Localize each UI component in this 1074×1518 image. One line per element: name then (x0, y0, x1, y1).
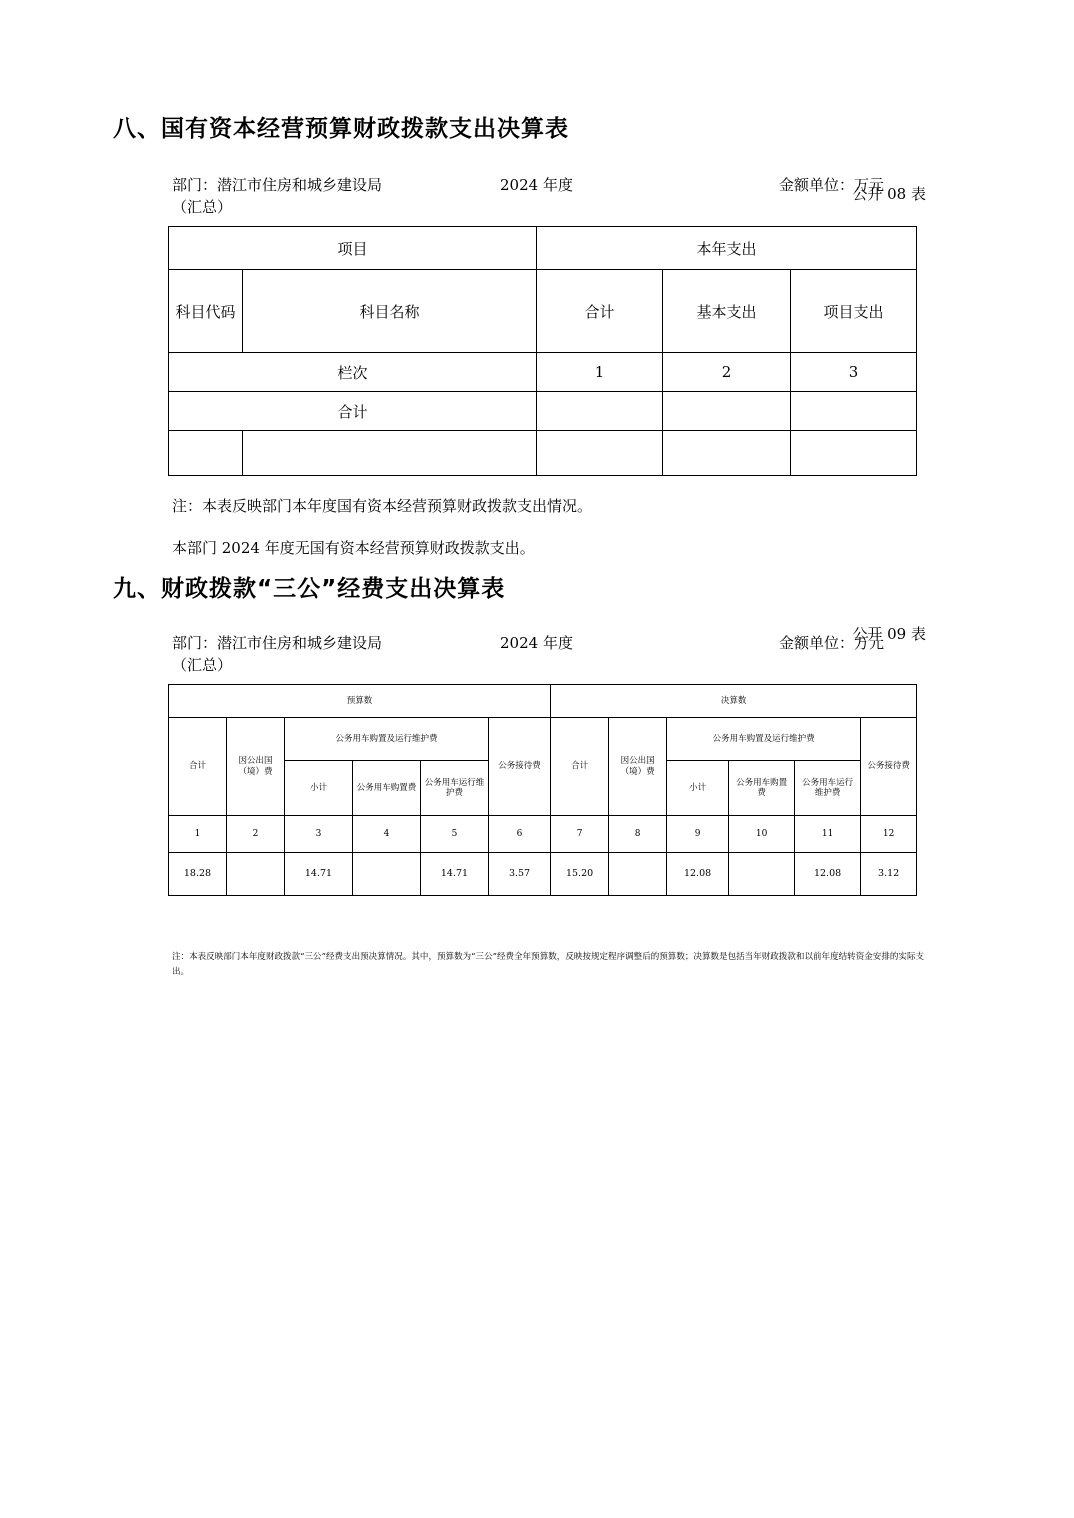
section-8-note-1: 注：本表反映部门本年度国有资本经营预算财政拨款支出情况。 (172, 497, 593, 516)
column-number: 7 (551, 816, 609, 853)
column-number: 2 (227, 816, 285, 853)
column-number: 5 (421, 816, 489, 853)
cell-value: 3.12 (861, 853, 917, 896)
column-number: 4 (353, 816, 421, 853)
cell-total-1 (537, 392, 663, 431)
cell-value (729, 853, 795, 896)
section-9 (0, 570, 1074, 979)
section-9-department: 部门：潜江市住房和城乡建设局 (172, 634, 383, 652)
table-row (169, 816, 917, 853)
column-number-1: 1 (537, 353, 663, 392)
column-number-3: 3 (791, 353, 917, 392)
header-final-vehicle-operation: 公务用车运行维护费 (795, 761, 861, 816)
section-9-year: 2024 年度 (500, 634, 573, 652)
table-row (169, 227, 917, 270)
section-8-form-number: 公开 08 表 (852, 185, 926, 203)
cell-value (609, 853, 667, 896)
cell-empty-code (169, 431, 243, 476)
header-final-vehicle-subtotal: 小计 (667, 761, 729, 816)
row-label-columns: 栏次 (169, 353, 537, 392)
header-budget-vehicle-subtotal: 小计 (285, 761, 353, 816)
cell-value: 14.71 (421, 853, 489, 896)
cell-empty-1 (537, 431, 663, 476)
header-subject-code: 科目代码 (169, 270, 243, 353)
cell-value: 18.28 (169, 853, 227, 896)
table-row (169, 718, 917, 761)
section-9-note: 注：本表反映部门本年度财政拨款“三公”经费支出预决算情况。其中，预算数为“三公”经费全年预算数，反映按规定程序调整后的预算数；决算数是包括当年财政拨款和以前年度结转资金安排的实际支出。 (172, 952, 924, 977)
section-9-unit: 金额单位：万元 (779, 634, 885, 652)
three-public-expenses-table (168, 684, 917, 896)
cell-value: 12.08 (667, 853, 729, 896)
header-final-abroad: 因公出国（境）费 (609, 718, 667, 816)
table-row (169, 853, 917, 896)
header-budget-hospitality: 公务接待费 (489, 718, 551, 816)
table-row (169, 685, 917, 718)
section-8-meta (0, 174, 1074, 197)
header-final-total: 合计 (551, 718, 609, 816)
header-final-vehicle-purchase: 公务用车购置费 (729, 761, 795, 816)
table-row (169, 353, 917, 392)
section-8-department: 部门：潜江市住房和城乡建设局 (172, 176, 383, 194)
section-8-year: 2024 年度 (500, 176, 573, 194)
section-9-form-number: 公开 09 表 (852, 625, 926, 643)
header-year-expense: 本年支出 (537, 227, 917, 270)
cell-value (353, 853, 421, 896)
section-8-heading: 八、国有资本经营预算财政拨款支出决算表 (113, 116, 569, 142)
header-final-vehicle: 公务用车购置及运行维护费 (667, 718, 861, 761)
section-9-heading: 九、财政拨款“三公”经费支出决算表 (113, 576, 506, 602)
column-number: 10 (729, 816, 795, 853)
header-total: 合计 (537, 270, 663, 353)
section-8 (0, 110, 1074, 560)
section-9-subtitle: （汇总） (172, 656, 233, 675)
column-number-2: 2 (663, 353, 791, 392)
cell-value: 15.20 (551, 853, 609, 896)
cell-total-3 (791, 392, 917, 431)
column-number: 11 (795, 816, 861, 853)
table-row (169, 431, 917, 476)
table-row (169, 270, 917, 353)
cell-empty-3 (791, 431, 917, 476)
cell-empty-2 (663, 431, 791, 476)
cell-empty-name (243, 431, 537, 476)
cell-value: 14.71 (285, 853, 353, 896)
header-budget-vehicle: 公务用车购置及运行维护费 (285, 718, 489, 761)
header-project-expense: 项目支出 (791, 270, 917, 353)
row-label-total: 合计 (169, 392, 537, 431)
header-final-hospitality: 公务接待费 (861, 718, 917, 816)
header-item: 项目 (169, 227, 537, 270)
header-subject-name: 科目名称 (243, 270, 537, 353)
column-number: 9 (667, 816, 729, 853)
section-8-unit: 金额单位：万元 (779, 176, 885, 194)
header-budget-total: 合计 (169, 718, 227, 816)
section-9-meta (0, 632, 1074, 655)
cell-value: 3.57 (489, 853, 551, 896)
header-budget-vehicle-operation: 公务用车运行维护费 (421, 761, 489, 816)
cell-value (227, 853, 285, 896)
cell-value: 12.08 (795, 853, 861, 896)
state-capital-expenditure-table (168, 226, 917, 476)
column-number: 6 (489, 816, 551, 853)
cell-total-2 (663, 392, 791, 431)
column-number: 1 (169, 816, 227, 853)
column-number: 12 (861, 816, 917, 853)
section-8-subtitle: （汇总） (172, 198, 233, 217)
header-final-group: 决算数 (551, 685, 917, 718)
header-basic-expense: 基本支出 (663, 270, 791, 353)
column-number: 3 (285, 816, 353, 853)
section-8-note-2: 本部门 2024 年度无国有资本经营预算财政拨款支出。 (172, 539, 535, 558)
table-row (169, 392, 917, 431)
column-number: 8 (609, 816, 667, 853)
header-budget-vehicle-purchase: 公务用车购置费 (353, 761, 421, 816)
header-budget-group: 预算数 (169, 685, 551, 718)
header-budget-abroad: 因公出国（境）费 (227, 718, 285, 816)
